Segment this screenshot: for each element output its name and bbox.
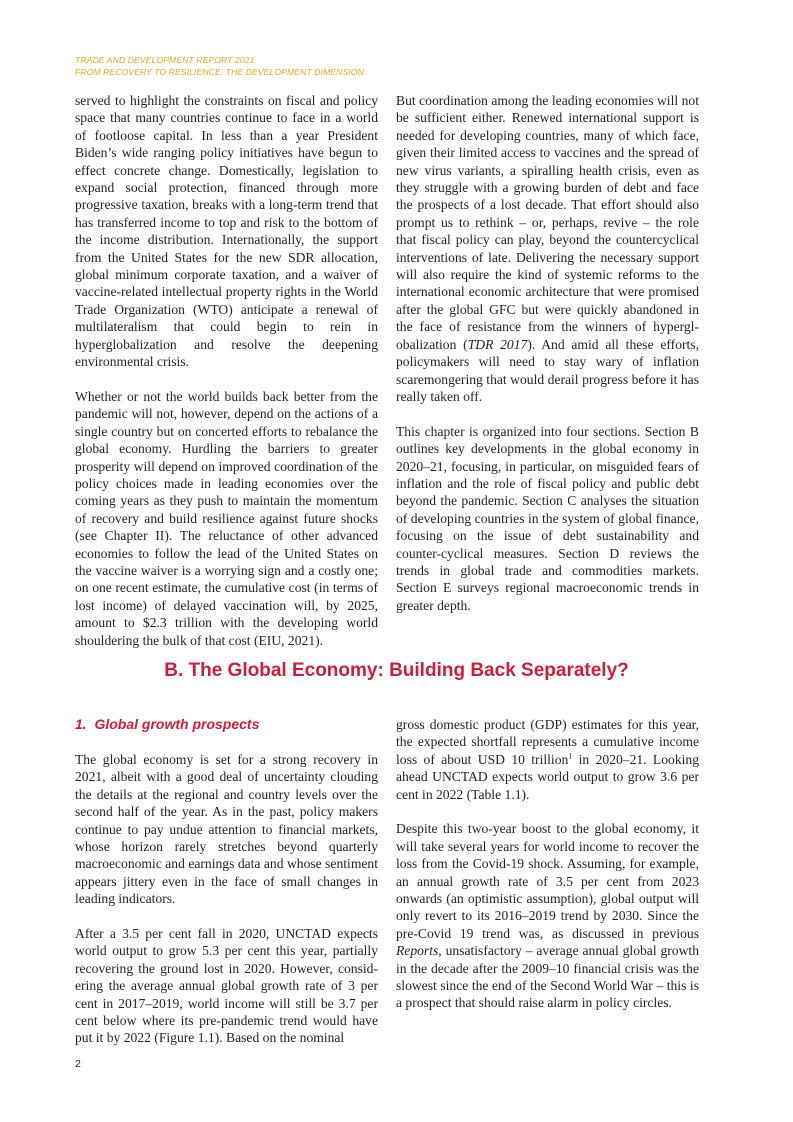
bottom-left-column	[75, 716, 378, 1047]
paragraph: The global economy is set for a strong recovery in 2021, albeit with a good deal of uncertainty clouding the details at the regional and country levels over the second half of the year. As in the past, policy makers continue to pay undue attention to financial markets, whose horizon rarely stretches beyond quarterly macroeconomic and earnings data and whose sentiment appears jittery even in the face of small changes in leading indicators.	[75, 752, 378, 907]
paragraph: This chapter is organized into four sections. Section B outlines key developments in the global economy in 2020–21, focusing, in particular, on misguided fears of inflation and the role of fiscal policy and public debt beyond the pandemic. Section C analyses the situation of developing countries in the system of global finance, focusing on the issue of debt sustainability and counter-cyclical measures. Section D reviews the trends in global trade and commodities markets. Section E surveys regional macroeconomic trends in greater depth.	[396, 423, 699, 613]
report-title: TRADE AND DEVELOPMENT REPORT 2021	[75, 55, 255, 65]
subsection-heading	[75, 716, 378, 733]
paragraph: served to highlight the constraints on fiscal and policy space that many countries continue to face in a world of footloose capital. In less than a year President Biden’s wide ranging policy initiatives have begun to effect concrete change. Domestically, legislation to expand social protection, financed through more progressive taxation, breaks with a long-term trend that has transferred income to top and risk to the bottom of the income distribution. Internationally, the support from the United States for the new SDR allocation, global minimum corporate taxation, and a waiver of vaccine-related intellectual property rights in the World Trade Organization (WTO) anticipate a renewal of multilateralism that could begin to rein in hyperglobalization and resolve the deepening environmental crisis.	[75, 93, 378, 370]
reports-reference: Reports	[396, 943, 439, 959]
footnote-marker[interactable]: 1	[568, 751, 573, 761]
paragraph-text: Despite this two-year boost to the global economy, it will take several years for world income to recover the loss from the Covid-19 shock. Assuming, for example, an annual growth rate of 3.5 per cent from 2023 onwards (an optimistic assumption), global output will only revert to its 2016–2019 trend by 2030. Since the pre-Covid 19 trend was, as discussed in previous	[396, 821, 699, 941]
paragraph-text: ). And amid all these efforts, policymakers will need to stay wary of inflation scaremongering that would derail progress before it has really taken off.	[396, 336, 699, 404]
running-header	[75, 54, 364, 78]
subsection-number: 1.	[75, 716, 87, 732]
paragraph: After a 3.5 per cent fall in 2020, UNCTAD expects world output to grow 5.3 per cent this year, partially recovering the ground lost in 2020. However, considering the average annual global growth rate of 3 per cent in 2017–2019, world income will still be 3.7 per cent below where its pre-pandemic trend would have put it by 2022 (Figure 1.1). Based on the nominal	[75, 926, 378, 1046]
paragraph-text: , unsatisfactory – average annual global growth in the decade after the 2009–10 financial crisis was the slowest since the end of the Second World War – this is a prospect that should raise alarm in policy circles.	[396, 943, 699, 1011]
paragraph: Whether or not the world builds back better from the pandemic will not, however, depend on the actions of a single country but on concerted efforts to rebalance the global economy. Hurdling the barriers to greater prosperity will depend on improved coordination of the policy choices made in leading economies over the coming years as they push to maintain the momentum of recovery and build resilience against future shocks (see Chapter II). The reluctance of other advanced economies to follow the lead of the United States on the vaccine waiver is a worrying sign and a costly one; on one recent estimate, the cumulative cost (in terms of lost income) of delayed vaccination will, by 2025, amount to $2.3 trillion with the developing world shouldering the bulk of that cost (EIU, 2021).	[75, 388, 378, 648]
subsection-title: Global growth prospects	[94, 716, 260, 732]
paragraph	[396, 716, 699, 803]
report-citation: TDR 2017	[467, 336, 528, 352]
paragraph-text: But coordination among the leading economies will not be sufficient either. Renewed international support is needed for developing countries, many of which face, given their limited access to vaccines and the spread of new virus variants, a spiralling health crisis, even as they struggle with a growing burden of debt and face the prospects of a lost decade. That effort should also prompt us to rethink – or, perhaps, revive – the role that fiscal policy can play, beyond the countercyclical interventions of late. Delivering the necessary support will also require the kind of systemic reforms to the international economic architecture that were promised after the global GFC but were quickly abandoned in the face of resistance from the winners of hyperglobalization (	[396, 93, 699, 352]
paragraph-text: in 2020–21. Looking ahead UNCTAD expects world output to grow 3.6 per cent in 2022 (Table 1.1).	[396, 751, 700, 802]
report-subtitle: FROM RECOVERY TO RESILIENCE: THE DEVELOPMENT DIMENSION	[75, 67, 364, 77]
bottom-right-column	[396, 716, 699, 1012]
paragraph	[396, 92, 699, 405]
top-right-column	[396, 92, 699, 614]
section-heading: B. The Global Economy: Building Back Separately?	[164, 660, 629, 681]
page-number: 2	[75, 1058, 81, 1070]
paragraph	[396, 820, 699, 1011]
paragraph-text: gross domestic product (GDP) estimates for this year, the expected shortfall represents a cumulative income loss of about USD 10 trillion	[396, 717, 699, 767]
top-left-column	[75, 92, 378, 649]
